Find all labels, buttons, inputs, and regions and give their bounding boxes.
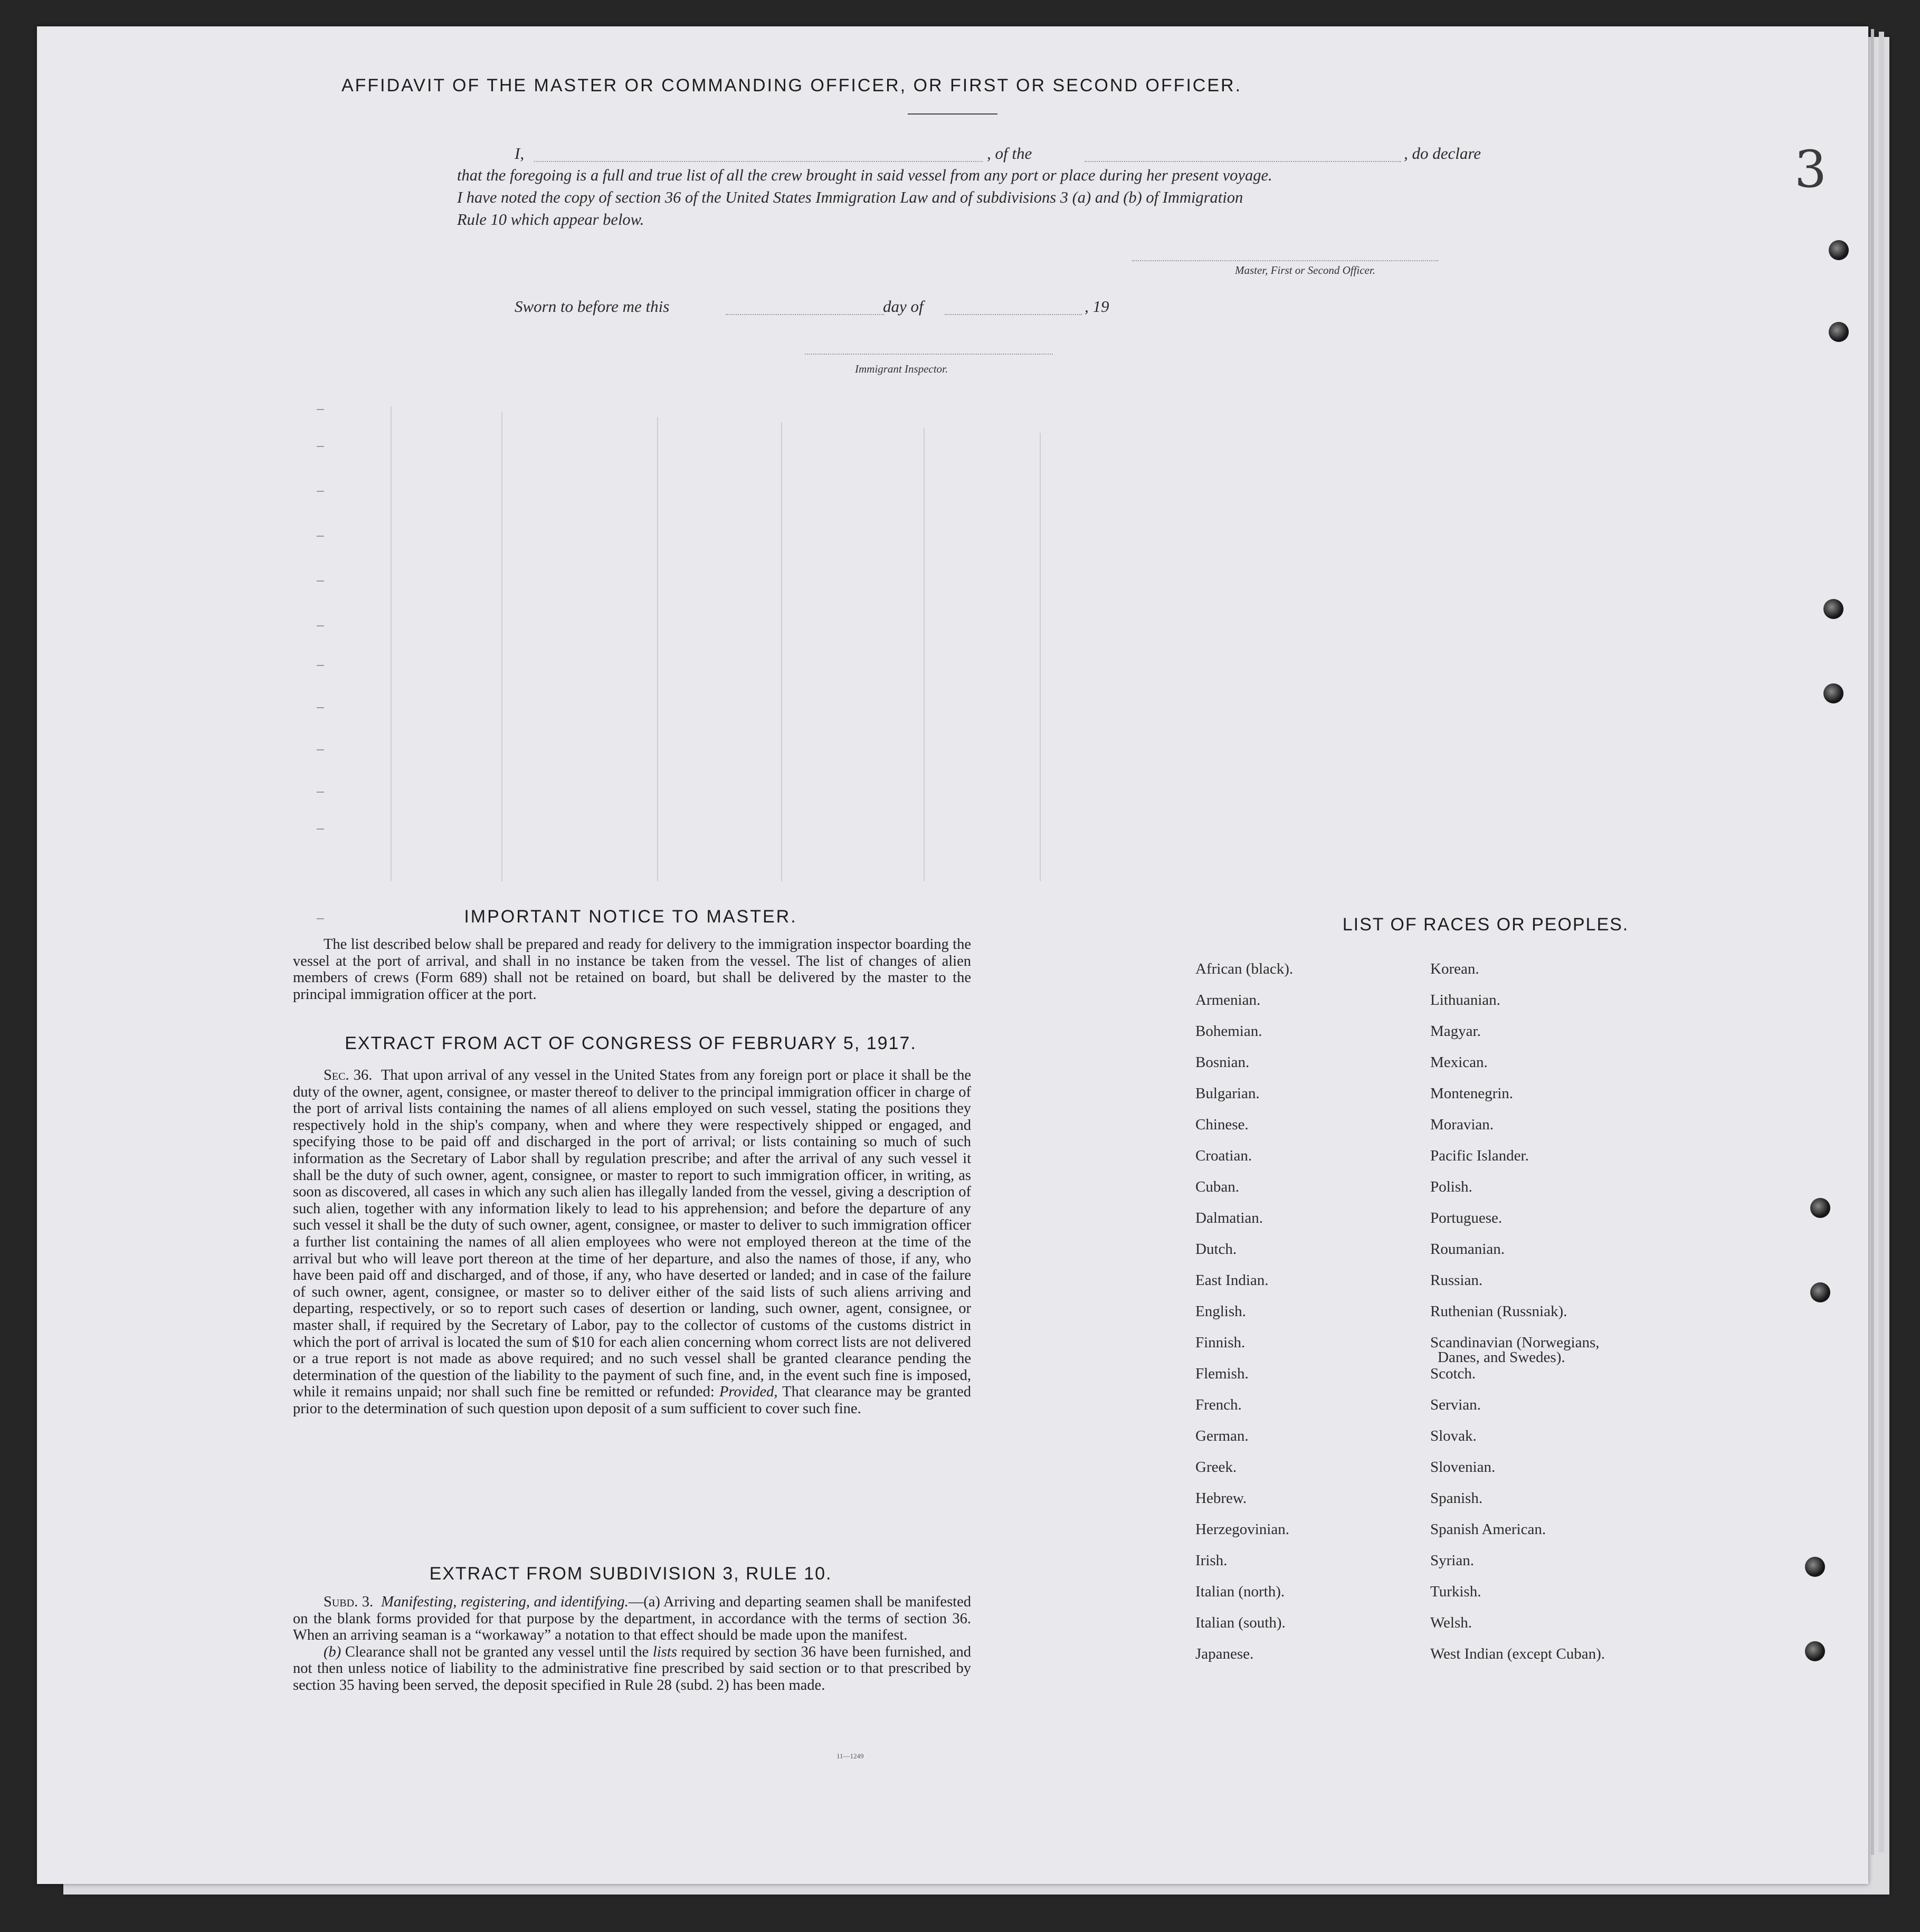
para-a-text: —(a) Arriving and departing seamen shall be manifested on the blank forms provided for that purpose by the department, in accordance with the terms of section 36. When an arriving seaman is a “workaway” a notation to that effect should be made upon the manifest.: [293, 1594, 971, 1644]
sworn-day: day of: [883, 297, 924, 316]
race-item: Spanish American.: [1430, 1521, 1546, 1538]
margin-tick: [317, 409, 324, 410]
inspector-caption: Immigrant Inspector.: [855, 363, 948, 375]
race-item: Turkish.: [1430, 1583, 1481, 1600]
page-edge: [1879, 32, 1884, 1852]
race-item: Welsh.: [1430, 1614, 1472, 1631]
notice-text: The list described below shall be prepared and ready for delivery to the immigration inspector boarding the vessel at the port of arrival, and shall in no instance be taken from the vessel. The list of changes of alien members of crews (Form 689) shall not be retained on board, but shall be delivered by the master to the principal immigration officer at the port.: [293, 936, 971, 1003]
rule-extract-title: EXTRACT FROM SUBDIVISION 3, RULE 10.: [429, 1564, 832, 1584]
race-item: Moravian.: [1430, 1116, 1494, 1133]
race-scandinavian-continued: Danes, and Swedes).: [1438, 1349, 1565, 1366]
notice-body: [293, 936, 971, 1003]
section-36-text: That upon arrival of any vessel in the United States from any foreign port or place it shall be the duty of the owner, agent, consignee, or master thereof to deliver to the principal immigration officer in charge of the port of arrival lists containing the names of all aliens employed on such vessel, stating the positions they respectively hold in the ship's company, when and where they were respectively shipped or engaged, and specifying those to be paid off and discharged in the port of arrival; or lists containing so much of such information as the Secretary of Labor shall by regulation prescribe; and after the arrival of any such vessel it shall be the duty of such owner, agent, consignee, or master to report to such immigration officer, in writing, as soon as discovered, all cases in which any such alien has illegally landed from the vessel, giving a description of such alien, together with any information likely to lead to his apprehension; and before the departure of any such vessel it shall be the duty of such owner, agent, consignee, or master to deliver to such immigration officer a further list containing the names of all alien employees who were not employed thereon at the time of the arrival but who will leave port thereon at the time of her departure, and also the names of those, if any, who have been paid off and discharged, and of those, if any, who have deserted or landed; and in case of the failure of such owner, agent, consignee, or master so to deliver either of the said lists of such aliens arriving and departing, respectively, or so to report such cases of desertion or landing, such owner, agent, consignee, or master shall, if required by the Secretary of Labor, pay to the collector of customs of the customs district in which the port of arrival is located the sum of $10 for each alien concerning whom correct lists are not delivered or a true report is not made as above required; and no such vessel shall be granted clearance pending the determination of the question of the liability to the payment of such fine, and, in the event such fine is imposed, while it remains unpaid; nor shall such fine be remitted or refunded:: [293, 1067, 971, 1401]
para-b-lists: lists: [652, 1643, 677, 1660]
proviso-text: That clearance may be granted prior to the determination of such question upon deposit of a sum sufficient to cover such fine.: [293, 1384, 972, 1417]
vessel-blank[interactable]: [1085, 161, 1401, 162]
act-extract-body: [293, 1067, 971, 1417]
name-blank[interactable]: [534, 161, 983, 162]
affidavit-title: AFFIDAVIT OF THE MASTER OR COMMANDING OFFICER, OR FIRST OR SECOND OFFICER.: [341, 75, 1242, 96]
race-item: Chinese.: [1195, 1116, 1249, 1133]
handwritten-page-number: 3: [1794, 140, 1827, 199]
race-item: Italian (north).: [1195, 1583, 1285, 1600]
race-item: Italian (south).: [1195, 1614, 1286, 1631]
race-item: Bosnian.: [1195, 1054, 1250, 1071]
punch-hole: [1823, 599, 1843, 619]
margin-tick: [317, 665, 324, 666]
race-item: Japanese.: [1195, 1645, 1254, 1662]
race-item: Cuban.: [1195, 1178, 1239, 1195]
race-item: Magyar.: [1430, 1023, 1481, 1040]
race-item: Lithuanian.: [1430, 992, 1500, 1008]
race-item: Finnish.: [1195, 1334, 1246, 1351]
signature-blank[interactable]: [1132, 260, 1438, 261]
sworn-year: , 19: [1085, 297, 1109, 316]
margin-tick: [317, 536, 324, 537]
race-item: Russian.: [1430, 1272, 1483, 1289]
para-b-label: (b): [324, 1643, 341, 1660]
para-b-post: required by section 36 have been furnished, and not then unless notice of liability to the administrative fine prescribed by said section or to that prescribed by section 35 having been served, the deposit specified in Rule 28 (subd. 2) has been made.: [293, 1643, 971, 1693]
section-label: Sec. 36.: [324, 1067, 373, 1083]
affidavit-declare: , do declare: [1404, 144, 1481, 163]
race-item: West Indian (except Cuban).: [1430, 1645, 1605, 1662]
race-item: Spanish.: [1430, 1490, 1483, 1507]
grid-line: [1040, 433, 1041, 881]
race-item: Slovak.: [1430, 1427, 1477, 1444]
day-blank[interactable]: [726, 314, 884, 315]
month-blank[interactable]: [945, 314, 1082, 315]
grid-line: [657, 417, 658, 881]
margin-tick: [317, 749, 324, 750]
race-item: Korean.: [1430, 960, 1479, 977]
proviso-word: Provided,: [719, 1384, 778, 1401]
race-item: African (black).: [1195, 960, 1294, 977]
subdivision-a: [293, 1594, 971, 1644]
punch-hole: [1823, 683, 1843, 703]
race-item: Armenian.: [1195, 992, 1261, 1008]
race-item: Irish.: [1195, 1552, 1228, 1569]
margin-tick: [317, 446, 324, 447]
race-item: German.: [1195, 1427, 1249, 1444]
affidavit-line-4: Rule 10 which appear below.: [457, 211, 644, 229]
race-item: Slovenian.: [1430, 1459, 1496, 1476]
margin-tick: [317, 491, 324, 492]
race-item: Pacific Islander.: [1430, 1147, 1529, 1164]
race-item: Croatian.: [1195, 1147, 1252, 1164]
act-extract-paragraph: [293, 1067, 971, 1417]
para-b-pre: Clearance shall not be granted any vessel until the: [345, 1643, 649, 1660]
race-item: Dutch.: [1195, 1241, 1237, 1258]
notice-title: IMPORTANT NOTICE TO MASTER.: [464, 907, 797, 927]
act-extract-title: EXTRACT FROM ACT OF CONGRESS OF FEBRUARY 5, 1917.: [345, 1033, 917, 1053]
title-rule: [908, 113, 997, 115]
race-item: Roumanian.: [1430, 1241, 1505, 1258]
subd-title: Manifesting, registering, and identifying.: [381, 1594, 629, 1610]
punch-hole: [1829, 322, 1849, 342]
affidavit-i: I,: [515, 144, 525, 163]
affidavit-line-2: that the foregoing is a full and true list of all the crew brought in said vessel from any port or place during her present voyage.: [457, 166, 1272, 184]
race-item: Bohemian.: [1195, 1023, 1262, 1040]
margin-tick: [317, 707, 324, 708]
race-item: Syrian.: [1430, 1552, 1474, 1569]
rule-extract-body: [293, 1594, 971, 1694]
race-item: French.: [1195, 1396, 1242, 1413]
form-number: 11—1249: [837, 1752, 864, 1760]
punch-hole: [1810, 1198, 1830, 1218]
race-item: Servian.: [1430, 1396, 1481, 1413]
grid-line: [781, 422, 782, 881]
grid-line: [924, 427, 925, 881]
margin-tick: [317, 829, 324, 830]
race-item: Hebrew.: [1195, 1490, 1247, 1507]
grid-line: [391, 406, 392, 881]
race-item: Scotch.: [1430, 1365, 1476, 1382]
race-item: Flemish.: [1195, 1365, 1249, 1382]
race-item: Herzegovinian.: [1195, 1521, 1289, 1538]
race-item: English.: [1195, 1303, 1246, 1320]
race-item: Bulgarian.: [1195, 1085, 1260, 1102]
race-item: East Indian.: [1195, 1272, 1269, 1289]
inspector-blank[interactable]: [805, 354, 1053, 355]
race-item: Dalmatian.: [1195, 1210, 1263, 1226]
punch-hole: [1805, 1557, 1825, 1577]
subdivision-b: [293, 1644, 971, 1694]
margin-tick: [317, 580, 324, 582]
race-item: Scandinavian (Norwegians,: [1430, 1334, 1600, 1351]
punch-hole: [1810, 1282, 1830, 1302]
margin-tick: [317, 792, 324, 793]
affidavit-of-the: , of the: [987, 144, 1032, 163]
races-title: LIST OF RACES OR PEOPLES.: [1342, 915, 1629, 935]
grid-line: [501, 412, 502, 881]
document-page: [37, 26, 1868, 1884]
punch-hole: [1805, 1641, 1825, 1661]
page-edge: [1871, 29, 1874, 1855]
race-item: Polish.: [1430, 1178, 1472, 1195]
subd-label: Subd. 3.: [324, 1594, 374, 1610]
race-item: Ruthenian (Russniak).: [1430, 1303, 1567, 1320]
race-item: Montenegrin.: [1430, 1085, 1514, 1102]
affidavit-line-3: I have noted the copy of section 36 of the United States Immigration Law and of subdivisions 3 (a) and (b) of Immigration: [457, 188, 1243, 206]
margin-tick: [317, 625, 324, 626]
punch-hole: [1829, 240, 1849, 260]
signature-caption: Master, First or Second Officer.: [1235, 264, 1375, 277]
sworn-prefix: Sworn to before me this: [515, 297, 670, 316]
race-item: Mexican.: [1430, 1054, 1488, 1071]
race-item: Portuguese.: [1430, 1210, 1503, 1226]
race-item: Greek.: [1195, 1459, 1237, 1476]
